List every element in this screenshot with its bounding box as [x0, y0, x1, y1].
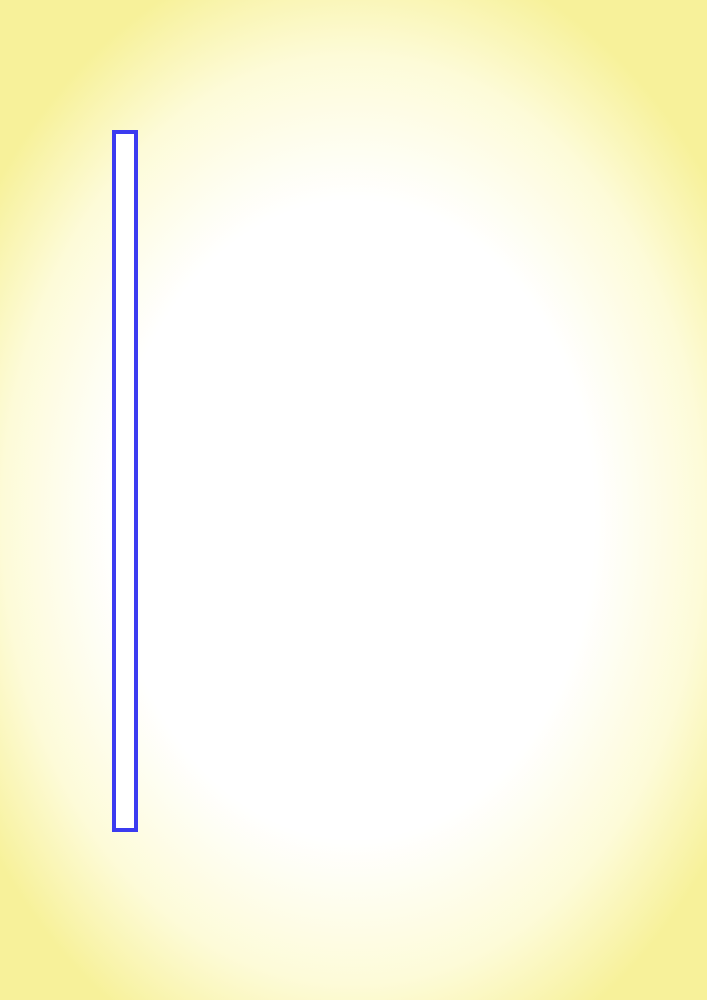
decorative-border-frame [112, 130, 138, 832]
vine-scroll-ornament [116, 134, 134, 828]
